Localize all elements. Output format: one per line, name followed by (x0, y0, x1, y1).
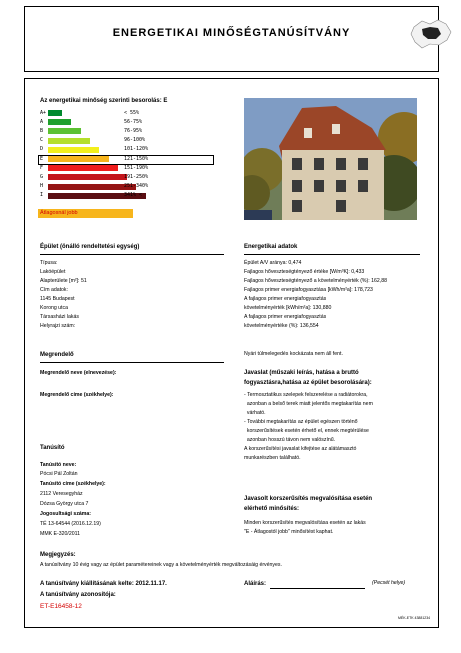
rating-class-range: 56-75% (124, 118, 143, 125)
lot-number-label: Helyrajzi szám: (40, 323, 76, 329)
signature-line (270, 588, 365, 589)
stamp-label: (Pecsét helye) (372, 580, 406, 586)
building-area: Alapterülete [m²]: 51 (40, 278, 87, 284)
current-rating-marker (38, 155, 214, 165)
recommended-line-2: "E - Átlagostól jobb" minősítést kaphat. (244, 529, 334, 535)
proposal-line: várható. (244, 410, 266, 416)
rating-class-label: A+ (40, 109, 47, 116)
certifier-permit-2: MMK E-320/2011 (40, 531, 80, 537)
rating-class-bar (48, 165, 118, 171)
recommended-line-1: Minden korszerűsítés megvalósítása esetén az lakás (244, 520, 366, 526)
proposal-line: A korszerűsítési javaslat kifejtése az alátámasztó (244, 446, 357, 452)
rating-class-bar (48, 110, 62, 116)
recommended-heading-1: Javasolt korszerűsítés megvalósítása esetén (244, 496, 373, 502)
rating-class-label: C (40, 137, 44, 144)
building-kind: Társasházi lakás (40, 314, 79, 320)
certificate-id-label: A tanúsítvány azonosítója: (40, 592, 116, 598)
hungary-map-icon (408, 15, 454, 53)
certifier-permit-1: TÉ 13-64544 (2016.12.19) (40, 521, 101, 527)
building-photo (244, 98, 417, 220)
certifier-address-line-2: Dózsa György utca 7 (40, 501, 89, 507)
building-type-value: Lakóépület (40, 269, 66, 275)
energy-heading: Energetikai adatok (244, 244, 298, 250)
proposal-heading-2: fogyasztásra,hatása az épület besorolására): (244, 380, 372, 386)
rating-class-bar (48, 119, 71, 125)
proposal-line: azonban hosszú távon nem valószínű. (244, 437, 336, 443)
rating-class-label: E (40, 155, 44, 162)
energy-data-line: A fajlagos primer energiafogyasztás (244, 296, 327, 302)
rating-class-label: H (40, 183, 44, 190)
rating-class-range: 151-190% (124, 164, 149, 171)
rating-class-bar (48, 128, 81, 134)
rating-class-label: A (40, 118, 44, 125)
rating-class-range: 251-340% (124, 183, 149, 190)
form-code: MÉK-ETK 43881234 (398, 616, 431, 620)
rating-class-bar (48, 174, 127, 180)
energy-data-line: Épület A/V aránya: 0,474 (244, 260, 302, 266)
rating-class-label: F (40, 164, 44, 171)
issue-date: A tanúsítvány kiállításának kelte: 2012.11.17. (40, 581, 167, 587)
client-heading: Megrendelő (40, 352, 74, 358)
address-city: 1145 Budapest (40, 296, 75, 302)
proposal-line: - További megtakarítás az épület egészen történő (244, 419, 358, 425)
notes-text: A tanúsítvány 10 évig vagy az épület paramétereinek vagy a követelményérték megváltozásáig érvényes. (40, 562, 282, 568)
energy-data-line: követelményértéke (%): 136,554 (244, 323, 319, 329)
proposal-line: - Termosztatikus szelepek felszerelése a radiátorokra, (244, 392, 368, 398)
notes-heading: Megjegyzés: (40, 552, 76, 558)
client-address-label: Megrendelő címe (székhelye): (40, 392, 114, 398)
certifier-name-label: Tanúsító neve: (40, 462, 77, 468)
energy-data-line: Fajlagos hőveszteségtényező a követelményérték (%): 162,88 (244, 278, 388, 284)
client-name-label: Megrendelő neve (elnevezése): (40, 370, 117, 376)
rating-result-box (38, 209, 133, 218)
certifier-name: Pócsi Pál Zoltán (40, 471, 78, 477)
certifier-address-label: Tanúsító címe (székhelye): (40, 481, 106, 487)
recommended-heading-2: elérhető minősítés: (244, 506, 300, 512)
rating-class-label: B (40, 127, 44, 134)
certifier-address-line-1: 2112 Veresegyház (40, 491, 83, 497)
page-title: ENERGETIKAI MINŐSÉGTANÚSÍTVÁNY (112, 27, 351, 39)
proposal-heading-1: Javaslat (műszaki leírás, hatása a bruttó (244, 370, 359, 376)
divider (244, 254, 420, 255)
rating-class-range: 191-250% (124, 173, 149, 180)
proposal-line: korszerűsítések esetén érhető el, ennek megtérülése (244, 428, 369, 434)
summer-overheating-note: Nyári túlmelegedés kockázata nem áll fent. (244, 351, 343, 357)
rating-class-range: < 55% (124, 109, 140, 116)
building-heading: Épület (önálló rendeltetési egység) (40, 244, 140, 250)
energy-data-line: Fajlagos hőveszteségtényező értéke [W/m³K]: 0,433 (244, 269, 365, 275)
certificate-id: ET-E16458-12 (40, 603, 82, 610)
rating-class-range: 121-150% (124, 155, 149, 162)
energy-data-line: A fajlagos primer energiafogyasztás (244, 314, 327, 320)
signature-label: Aláírás: (244, 581, 267, 587)
rating-class-label: G (40, 173, 44, 180)
rating-class-bar (48, 147, 99, 153)
rating-result-label: Átlagosnál jobb (40, 210, 78, 216)
energy-data-line: Fajlagos primer energiafogyasztása [kWh/m²a]: 178,723 (244, 287, 373, 293)
building-type-label: Típusa: (40, 260, 58, 266)
rating-class-range: 101-120% (124, 146, 149, 153)
address-label: Cím adatok: (40, 287, 68, 293)
rating-class-range: 76-95% (124, 127, 143, 134)
certifier-heading: Tanúsító (40, 445, 65, 451)
header-box (24, 6, 439, 72)
proposal-line: munkarészben található. (244, 455, 301, 461)
rating-class-range: 341% < (124, 192, 143, 199)
rating-class-label: D (40, 146, 44, 153)
proposal-line: azonban a belső terek miatt jelentős megtakarítás nem (244, 401, 373, 407)
rating-heading: Az energetikai minőség szerinti besorolás: E (40, 98, 168, 104)
energy-data-line: követelményérték [kWh/m²a]: 130,880 (244, 305, 332, 311)
rating-class-bar (48, 138, 90, 144)
certifier-permit-label: Jogosultsági száma: (40, 511, 92, 517)
divider (40, 254, 224, 255)
rating-class-label: I (40, 192, 44, 199)
address-street: Korong utca (40, 305, 68, 311)
rating-class-range: 96-100% (124, 137, 146, 144)
divider (40, 362, 224, 363)
